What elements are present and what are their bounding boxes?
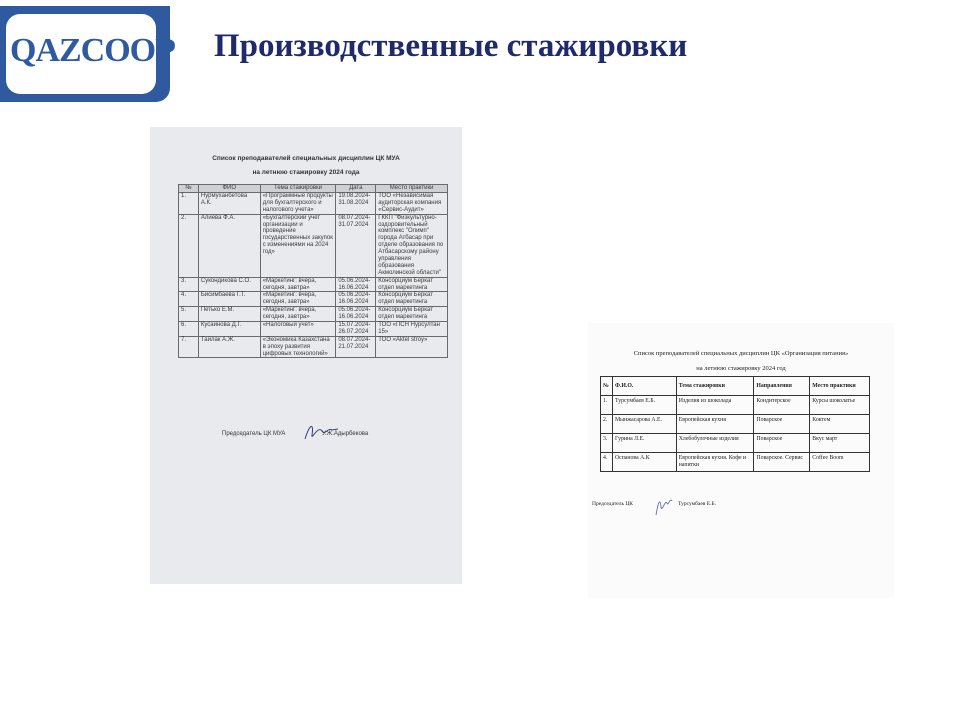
table-cell: 15.07.2024-26.07.2024 [336,322,376,337]
table-cell: Нурмуханбетова А.К. [198,193,260,215]
table-cell: Курсы шоколатье [810,396,870,415]
column-header: Тема стажировки [260,185,336,193]
table-cell: Коктем [810,415,870,434]
table-cell: Европейская кухня [676,415,754,434]
table-cell: «Экономика Казахстана в эпоху развития цифровых технологий» [260,336,336,358]
table-cell: 08.07.2024-21.07.2024 [336,336,376,358]
table-header-row [179,185,448,193]
table-cell: «Маркетинг: вчера, сегодня, завтра» [260,292,336,307]
table-cell: Поварское. Сервис [754,453,810,472]
document-subheading: на летнюю стажировку 2024 год [696,365,786,372]
column-header: Дата [336,185,376,193]
table-cell: Консорциум Беркат отдел маркетинга [376,277,448,292]
column-header: № [601,377,613,396]
table-row [179,292,448,307]
table-cell: Тайлак А.Ж. [198,336,260,358]
table-cell: 4. [601,453,613,472]
table-row [601,415,870,434]
document-heading: Список преподавателей специальных дисциплин ЦК МУА [212,155,400,162]
table-cell: 3. [179,277,199,292]
table-cell: 05.06.2024-16.06.2024 [336,292,376,307]
table-cell: Coffee Boom [810,453,870,472]
table-cell: 05.06.2024-16.06.2024 [336,277,376,292]
table-cell: Вкус март [810,434,870,453]
table-cell: «Программные продукты для бухгалтерского и налогового учета» [260,193,336,215]
table-cell: Бисимбаева Г.Т. [198,292,260,307]
table-cell: ТОО «Aktel stroy» [376,336,448,358]
column-header: Место практики [810,377,870,396]
teachers-table [178,184,448,358]
table-cell: «Налоговый учет» [260,322,336,337]
table-cell: 4. [179,292,199,307]
table-cell: 5. [179,307,199,322]
signature-name: У.Ж.Адырбекова [322,431,369,437]
table-cell: Изделия из шоколада [676,396,754,415]
table-row [179,336,448,358]
table-cell: Хлебобулочные изделия [676,434,754,453]
signature-line [222,431,369,437]
column-header: Ф.И.О. [612,377,676,396]
table-row [179,193,448,215]
document-photo-mua [150,127,462,584]
table-header-row [601,377,870,396]
table-cell: 1. [179,193,199,215]
table-cell: 19.08.2024-31.08.2024 [336,193,376,215]
table-cell: Алиева Ф.А. [198,214,260,277]
table-cell: «Бухгалтерский учет организации и проведение государственных закупок с изменениями на 2024 год» [260,214,336,277]
table-cell: ТОО «ПСН Нурсултан 15» [376,322,448,337]
table-cell: 08.07.2024-31.07.2024 [336,214,376,277]
slide-title: Производственные стажировки [214,28,688,64]
table-cell: Петько Е.М. [198,307,260,322]
column-header: Направления [754,377,810,396]
table-row [179,307,448,322]
table-cell: Мынжасарова А.Е. [612,415,676,434]
table-cell: 7. [179,336,199,358]
table-cell: Кондитерское [754,396,810,415]
table-cell: Консорциум Беркат отдел маркетинга [376,292,448,307]
table-row [601,453,870,472]
table-cell: Поварское [754,434,810,453]
column-header: Место практики [376,185,448,193]
table-cell: ТОО «Независимая аудиторская компания «Сервис-Аудит» [376,193,448,215]
signature-role: Председатель ЦК МУА [222,431,286,437]
table-cell: 3. [601,434,613,453]
table-cell: ГККП "Физкультурно-оздоровительный комплекс "Олимп" города Атбасар при отделе образования по Атбасарскому району управления образования Акмолинской области" [376,214,448,277]
table-cell: Турсумбаев Е.Б. [612,396,676,415]
signature-line [592,501,717,507]
table-cell: Сукондикова С.О. [198,277,260,292]
table-cell: 1. [601,396,613,415]
table-cell: 05.06.2024-16.06.2024 [336,307,376,322]
table-cell: «Маркетинг: вчера, сегодня, завтра» [260,277,336,292]
table-cell: Кусаинова Д.Г. [198,322,260,337]
document-heading: Список преподавателей специальных дисциплин ЦК «Организация питания» [633,350,849,357]
table-cell: Оспанова А.К [612,453,676,472]
signature-name: Турсумбаев Е.Б. [678,501,717,507]
table-cell: 6. [179,322,199,337]
table-cell: 2. [179,214,199,277]
table-row [601,434,870,453]
table-row [601,396,870,415]
table-row [179,214,448,277]
table-row [179,322,448,337]
document-subheading: на летнюю стажировку 2024 года [252,169,360,176]
logo-badge [6,14,175,94]
teachers-table [600,376,870,472]
handwritten-signature-icon [652,495,676,517]
column-header: ФИО [198,185,260,193]
qazcoop-logo [0,6,175,102]
document-photo-catering [588,323,894,598]
table-cell: Поварское [754,415,810,434]
table-row [179,277,448,292]
table-cell: 2. [601,415,613,434]
column-header: № [179,185,199,193]
signature-role: Председатель ЦК [592,501,633,507]
table-cell: Европейская кухня. Кофе и напитки [676,453,754,472]
column-header: Тема стажировки [676,377,754,396]
logo-text: QAZCOOP [10,32,175,69]
table-cell: «Маркетинг: вчера, сегодня, завтра» [260,307,336,322]
table-cell: Гурина Л.Е. [612,434,676,453]
table-cell: Консорциум Беркат отдел маркетинга [376,307,448,322]
